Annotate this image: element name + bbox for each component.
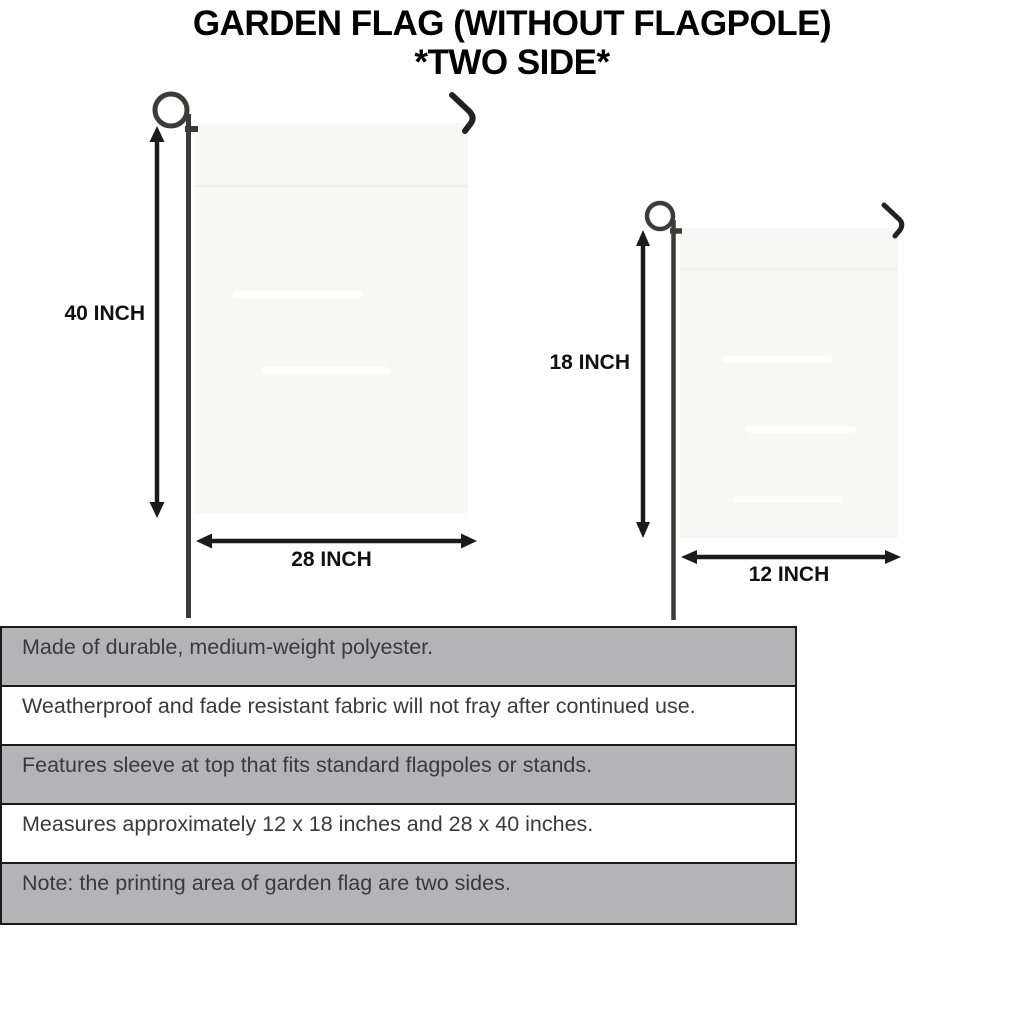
large-flag-width-label: 28 INCH (291, 548, 372, 571)
small-flag-height-label: 18 INCH (549, 351, 630, 374)
feature-text: Note: the printing area of garden flag are two sides. (22, 871, 511, 895)
large-flag-canvas (195, 123, 468, 513)
small-flag-width-arrow-icon (681, 550, 901, 564)
small-flag-width-label: 12 INCH (748, 563, 830, 586)
feature-text: Weatherproof and fade resistant fabric will not fray after continued use. (22, 694, 696, 718)
feature-text: Measures approximately 12 x 18 inches and 28 x 40 inches. (22, 812, 594, 836)
feature-row-note (2, 864, 795, 923)
small-flagpole-icon (647, 203, 682, 620)
large-flag-height-label: 40 INCH (64, 302, 145, 325)
feature-row-material (2, 628, 795, 687)
large-flagpole-icon (155, 94, 198, 618)
feature-row-weatherproof (2, 687, 795, 746)
feature-text: Made of durable, medium-weight polyester. (22, 635, 434, 659)
small-flag-canvas (680, 228, 898, 538)
title-line-2: *TWO SIDE* (414, 43, 610, 82)
large-flag-height-arrow-icon (150, 126, 165, 518)
large-flag-width-arrow-icon (196, 534, 477, 549)
feature-row-measures (2, 805, 795, 864)
small-flag-height-arrow-icon (636, 230, 650, 538)
features-table (0, 626, 797, 925)
title-line-1: GARDEN FLAG (WITHOUT FLAGPOLE) (192, 4, 832, 43)
feature-row-sleeve (2, 746, 795, 805)
feature-text: Features sleeve at top that fits standard flagpoles or stands. (22, 753, 593, 777)
